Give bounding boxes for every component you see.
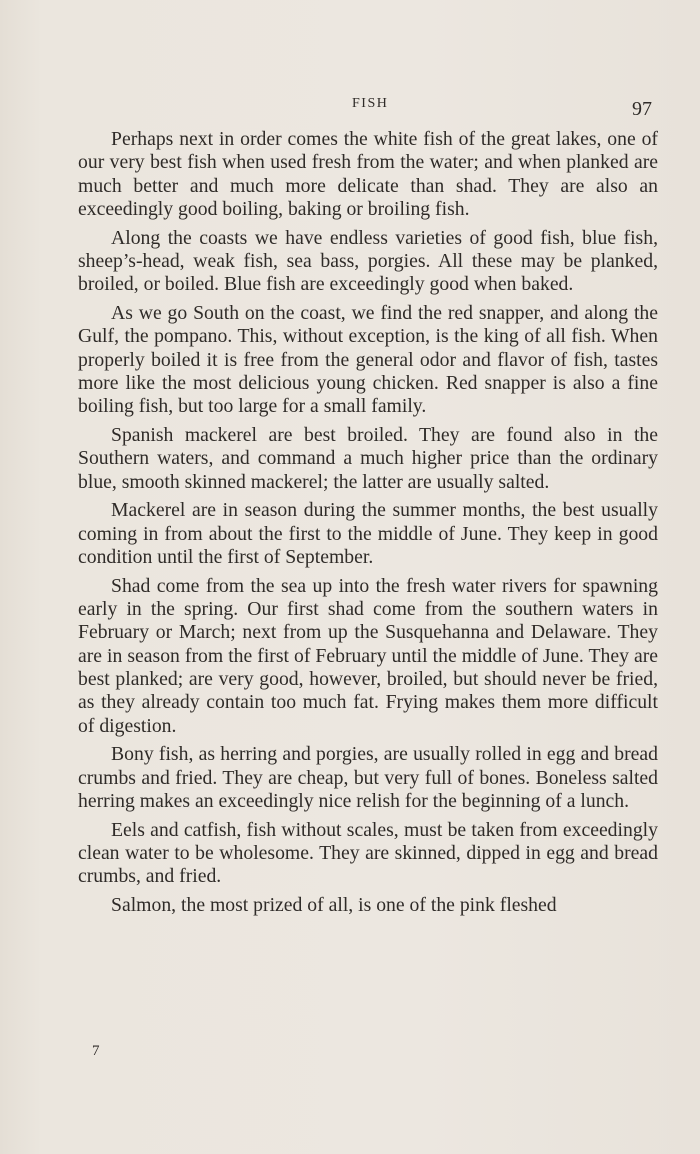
paragraph: As we go South on the coast, we find the red snapper, and along the Gulf, the pompano. This, without exception, is the king of all fish. When properly boiled it is free from the general odor and flavor of fish, tastes more like the most delicious young chicken. Red snapper is also a fine boiling fish, but too large for a small family. (78, 302, 658, 418)
running-head (0, 96, 700, 120)
paragraph: Mackerel are in season during the summer months, the best usually coming in from about the first to the middle of June. They keep in good condition until the first of September. (78, 499, 658, 569)
body-text (78, 128, 658, 923)
paragraph: Eels and catfish, fish without scales, must be taken from exceedingly clean water to be wholesome. They are skinned, dipped in egg and bread crumbs, and fried. (78, 818, 658, 888)
paragraph: Bony fish, as herring and porgies, are usually rolled in egg and bread crumbs and fried. They are cheap, but very full of bones. Boneless salted herring makes an exceedingly nice relish for the beginning of a lunch. (78, 743, 658, 813)
paragraph: Perhaps next in order comes the white fish of the great lakes, one of our very best fish when used fresh from the water; and when planked are much better and much more delicate than shad. They are also an exceedingly good boiling, baking or broiling fish. (78, 128, 658, 220)
paragraph: Along the coasts we have endless varieties of good fish, blue fish, sheep’s-head, weak fish, sea bass, porgies. All these may be planked, broiled, or boiled. Blue fish are exceedingly good when baked. (78, 226, 658, 296)
paragraph: Spanish mackerel are best broiled. They are found also in the Southern waters, and command a much higher price than the ordinary blue, smooth skinned mackerel; the latter are usually salted. (78, 424, 658, 493)
running-title: FISH (352, 96, 389, 111)
page-number: 97 (632, 98, 652, 120)
paragraph: Shad come from the sea up into the fresh water rivers for spawning early in the spring. Our first shad come from the southern waters in February or March; next from up the Susquehanna and Delaware. They are in season from the first of February until the middle of June. They are best planked; are very good, however, broiled, but should never be fried, as they already contain too much fat. Frying makes them more difficult of digestion. (78, 574, 658, 737)
signature-mark: 7 (92, 1043, 100, 1059)
paragraph: Salmon, the most prized of all, is one of the pink fleshed (111, 894, 557, 917)
